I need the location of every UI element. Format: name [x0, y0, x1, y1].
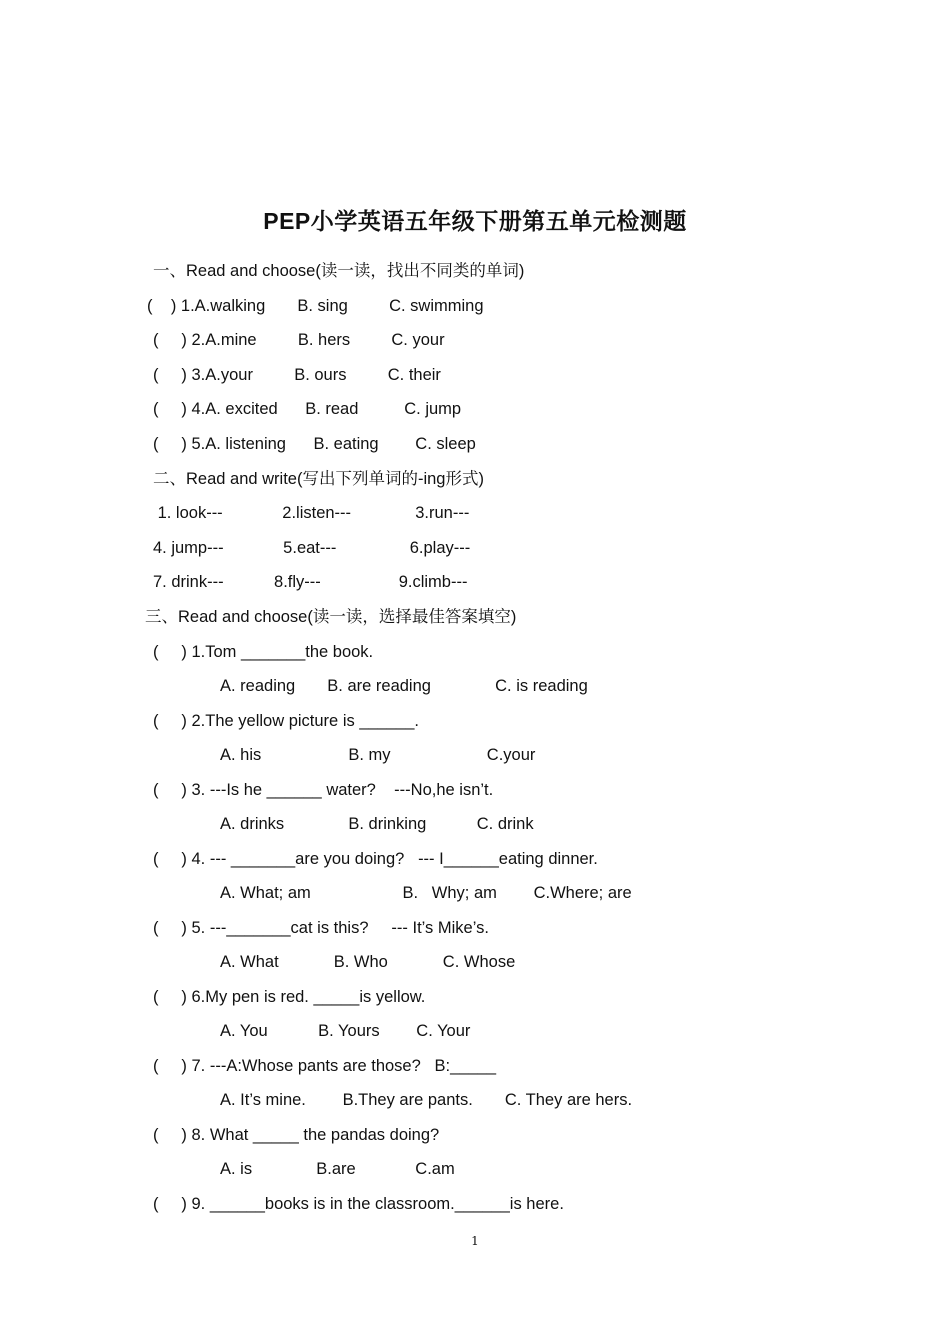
- options-line: A. drinks B. drinking C. drink: [220, 815, 534, 833]
- options-line: A. What B. Who C. Whose: [220, 953, 516, 971]
- options-line: A. It’s mine. B.They are pants. C. They are hers.: [220, 1091, 633, 1109]
- question-line: ( ) 9. ______books is in the classroom.______is here.: [153, 1195, 564, 1213]
- options-line: A. his B. my C.your: [220, 746, 536, 764]
- question-line: ( ) 3.A.your B. ours C. their: [153, 366, 441, 384]
- section-heading-2: 二、Read and write(写出下列单词的-ing形式): [153, 470, 484, 488]
- page-title: PEP小学英语五年级下册第五单元检测题: [263, 208, 687, 234]
- question-line: ( ) 5.A. listening B. eating C. sleep: [153, 435, 476, 453]
- options-line: A. reading B. are reading C. is reading: [220, 677, 588, 695]
- question-line: ( ) 1.Tom _______the book.: [153, 643, 374, 661]
- question-line: ( ) 1.A.walking B. sing C. swimming: [147, 297, 484, 315]
- question-line: ( ) 7. ---A:Whose pants are those? B:_____: [153, 1057, 496, 1075]
- word-line: 7. drink--- 8.fly--- 9.climb---: [153, 573, 468, 591]
- question-line: ( ) 4.A. excited B. read C. jump: [153, 400, 462, 418]
- question-line: ( ) 4. --- _______are you doing? --- I______eating dinner.: [153, 850, 598, 868]
- word-line: 1. look--- 2.listen--- 3.run---: [153, 504, 470, 522]
- options-line: A. What; am B. Why; am C.Where; are: [220, 884, 632, 902]
- question-line: ( ) 2.The yellow picture is ______.: [153, 712, 419, 730]
- question-line: ( ) 8. What _____ the pandas doing?: [153, 1126, 440, 1144]
- options-line: A. is B.are C.am: [220, 1160, 455, 1178]
- question-line: ( ) 5. ---_______cat is this? --- It’s Mike’s.: [153, 919, 489, 937]
- question-line: ( ) 6.My pen is red. _____is yellow.: [153, 988, 426, 1006]
- section-heading-1: 一、Read and choose(读一读，找出不同类的单词): [153, 262, 525, 280]
- page-number: 1: [471, 1234, 479, 1248]
- word-line: 4. jump--- 5.eat--- 6.play---: [153, 539, 471, 557]
- question-line: ( ) 2.A.mine B. hers C. your: [153, 331, 445, 349]
- options-line: A. You B. Yours C. Your: [220, 1022, 471, 1040]
- section-heading-3: 三、Read and choose(读一读，选择最佳答案填空): [145, 608, 517, 626]
- question-line: ( ) 3. ---Is he ______ water? ---No,he isn’t.: [153, 781, 494, 799]
